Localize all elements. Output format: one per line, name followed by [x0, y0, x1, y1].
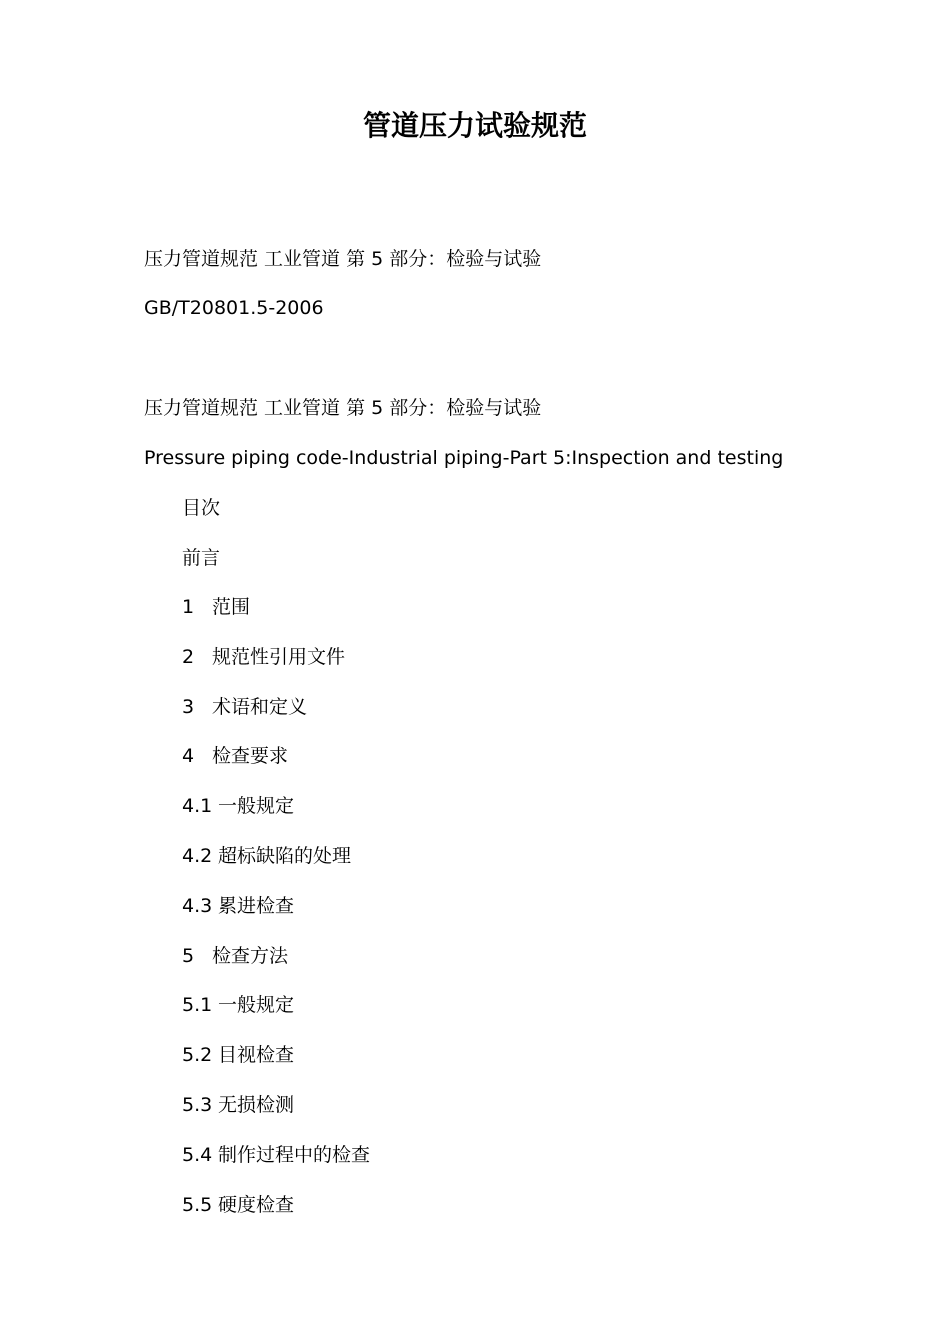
toc-item-text: 范围	[212, 596, 251, 618]
toc-item-number: 4.1	[182, 795, 213, 817]
toc-item-number: 4	[182, 745, 195, 767]
toc-item	[182, 1142, 370, 1168]
toc-foreword: 前言	[182, 547, 221, 569]
document-title: 管道压力试验规范	[362, 109, 587, 142]
toc-item-text: 无损检测	[218, 1094, 295, 1116]
toc-item	[182, 893, 294, 919]
toc-item-text: 检查要求	[212, 745, 289, 767]
standard-code: GB/T20801.5-2006	[144, 297, 324, 319]
toc-item	[182, 1092, 294, 1118]
toc-item-number: 5	[182, 945, 195, 967]
toc-item	[182, 1192, 294, 1218]
toc-item-text: 超标缺陷的处理	[218, 845, 352, 867]
toc-item	[182, 743, 288, 769]
toc-item-text: 检查方法	[212, 945, 289, 967]
toc-item-text: 一般规定	[218, 994, 295, 1016]
toc-heading: 目次	[182, 497, 221, 519]
toc-item-text: 制作过程中的检查	[218, 1144, 371, 1166]
toc-item	[182, 843, 351, 869]
toc-item-number: 3	[182, 696, 195, 718]
toc-item	[182, 694, 307, 720]
english-title: Pressure piping code-Industrial piping-Part 5:Inspection and testing	[144, 447, 784, 469]
toc-item-text: 一般规定	[218, 795, 295, 817]
toc-item-number: 4.2	[182, 845, 213, 867]
toc-item-number: 5.3	[182, 1094, 213, 1116]
standard-name: 压力管道规范 工业管道 第 5 部分：检验与试验	[144, 248, 542, 270]
toc-item-number: 4.3	[182, 895, 213, 917]
toc-item	[182, 992, 294, 1018]
toc-item-text: 规范性引用文件	[212, 646, 346, 668]
toc-item-text: 累进检查	[218, 895, 295, 917]
toc-item-number: 5.1	[182, 994, 213, 1016]
toc-item-text: 术语和定义	[212, 696, 308, 718]
toc-item	[182, 943, 288, 969]
toc-item-text: 目视检查	[218, 1044, 295, 1066]
toc-item	[182, 594, 250, 620]
toc-item	[182, 644, 345, 670]
toc-item-number: 1	[182, 596, 195, 618]
toc-item-number: 5.5	[182, 1194, 213, 1216]
toc-item	[182, 793, 294, 819]
toc-item-number: 5.2	[182, 1044, 213, 1066]
toc-item	[182, 1042, 294, 1068]
toc-item-text: 硬度检查	[218, 1194, 295, 1216]
toc-item-number: 5.4	[182, 1144, 213, 1166]
standard-name-repeat: 压力管道规范 工业管道 第 5 部分：检验与试验	[144, 397, 542, 419]
toc-item-number: 2	[182, 646, 195, 668]
